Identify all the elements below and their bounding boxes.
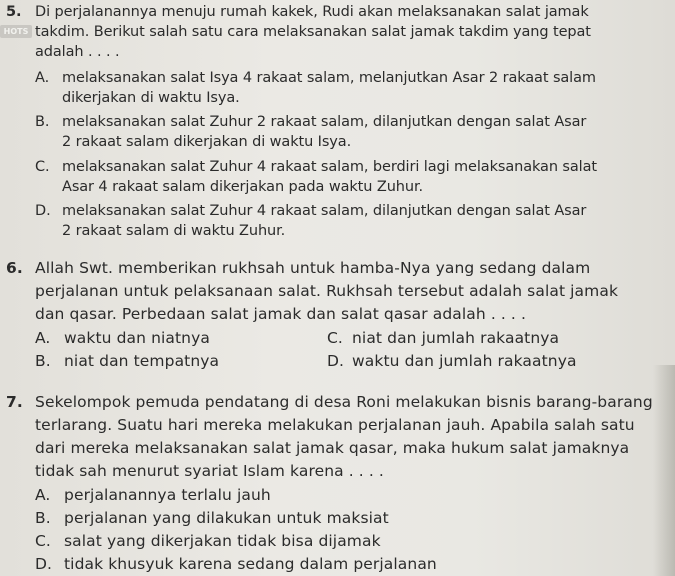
option-text: melaksanakan salat Zuhur 2 rakaat salam, dilanjutkan dengan salat Asar <box>62 114 587 130</box>
question-text-line: terlarang. Suatu hari mereka melakukan perjalanan jauh. Apabila salah satu <box>35 416 635 434</box>
page-edge-shadow <box>653 365 675 576</box>
option-text: niat dan tempatnya <box>64 352 220 370</box>
option-label: B. <box>35 509 51 527</box>
option-text: waktu dan jumlah rakaatnya <box>352 352 577 370</box>
option-label: B. <box>35 114 50 130</box>
option-text: perjalanannya terlalu jauh <box>64 486 271 504</box>
question-number: 7. <box>6 393 23 411</box>
question-number: 5. <box>6 4 22 20</box>
hots-badge: HOTS <box>0 25 32 38</box>
question-number: 6. <box>6 259 23 277</box>
question-text-line: Sekelompok pemuda pendatang di desa Roni melakukan bisnis barang-barang <box>35 393 653 411</box>
question-text-line: Di perjalanannya menuju rumah kakek, Rudi akan melaksanakan salat jamak <box>35 4 589 20</box>
option-label: A. <box>35 486 51 504</box>
option-label: A. <box>35 329 51 347</box>
option-label: D. <box>35 203 51 219</box>
question-text-line: perjalanan untuk pelaksanaan salat. Rukhsah tersebut adalah salat jamak <box>35 282 619 300</box>
option-label: C. <box>35 159 50 175</box>
question-text-line: takdim. Berikut salah satu cara melaksanakan salat jamak takdim yang tepat <box>35 24 591 40</box>
option-text: tidak khusyuk karena sedang dalam perjalanan <box>64 555 437 573</box>
question-text-line: dan qasar. Perbedaan salat jamak dan salat qasar adalah . . . . <box>35 305 527 323</box>
option-label: C. <box>35 532 51 550</box>
question-text-line: dari mereka melaksanakan salat jamak qasar, maka hukum salat jamaknya <box>35 439 630 457</box>
option-text: 2 rakaat salam di waktu Zuhur. <box>62 223 286 239</box>
option-text: niat dan jumlah rakaatnya <box>352 329 560 347</box>
option-text: salat yang dikerjakan tidak bisa dijamak <box>64 532 381 550</box>
option-label: D. <box>327 352 345 370</box>
question-text-line: Allah Swt. memberikan rukhsah untuk hamba-Nya yang sedang dalam <box>35 259 591 277</box>
option-text: perjalanan yang dilakukan untuk maksiat <box>64 509 389 527</box>
option-text: 2 rakaat salam dikerjakan di waktu Isya. <box>62 134 352 150</box>
option-text: melaksanakan salat Zuhur 4 rakaat salam, berdiri lagi melaksanakan salat <box>62 159 597 175</box>
question-text-line: tidak sah menurut syariat Islam karena . . . . <box>35 462 384 480</box>
option-label: C. <box>327 329 343 347</box>
option-text: melaksanakan salat Isya 4 rakaat salam, melanjutkan Asar 2 rakaat salam <box>62 70 596 86</box>
option-label: D. <box>35 555 53 573</box>
option-text: Asar 4 rakaat salam dikerjakan pada waktu Zuhur. <box>62 179 423 195</box>
option-text: melaksanakan salat Zuhur 4 rakaat salam, dilanjutkan dengan salat Asar <box>62 203 587 219</box>
option-label: A. <box>35 70 50 86</box>
option-text: dikerjakan di waktu Isya. <box>62 90 240 106</box>
question-text-line: adalah . . . . <box>35 44 120 60</box>
option-label: B. <box>35 352 51 370</box>
option-text: waktu dan niatnya <box>64 329 210 347</box>
